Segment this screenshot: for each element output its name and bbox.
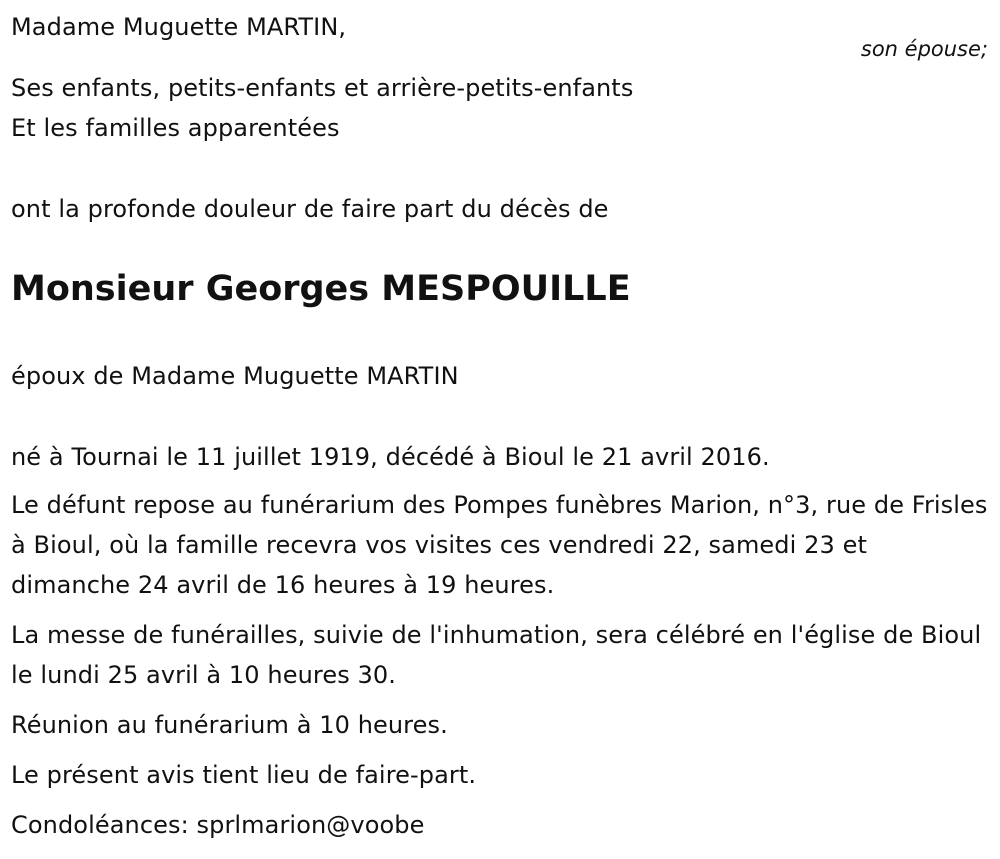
announcement-line: ont la profonde douleur de faire part du décès de [11,195,609,223]
notice-statement-line: Le présent avis tient lieu de faire-part. [11,761,477,789]
deceased-name: Monsieur Georges MESPOUILLE [11,269,631,309]
spouse-relation: son épouse; [860,37,988,61]
family-line-children: Ses enfants, petits-enfants et arrière-petits-enfants [11,74,634,102]
spouse-of-line: époux de Madame Muguette MARTIN [11,362,459,390]
visitation-paragraph: Le défunt repose au funérarium des Pompes funèbres Marion, n°3, rue de Frisles à Bioul, où la famille recevra vos visites ces vendredi 22, samedi 23 et dimanche 24 avril de 16 heures à 19 heures. [11,491,988,599]
birth-death-line: né à Tournai le 11 juillet 1919, décédé à Bioul le 21 avril 2016. [11,443,770,471]
spouse-line: Madame Muguette MARTIN, [11,13,347,41]
meeting-line: Réunion au funérarium à 10 heures. [11,711,448,739]
condolences-line: Condoléances: sprlmarion@voobe [11,811,425,839]
funeral-mass-paragraph: La messe de funérailles, suivie de l'inhumation, sera célébré en l'église de Bioul le lundi 25 avril à 10 heures 30. [11,621,982,689]
family-line-relatives: Et les familles apparentées [11,114,340,142]
